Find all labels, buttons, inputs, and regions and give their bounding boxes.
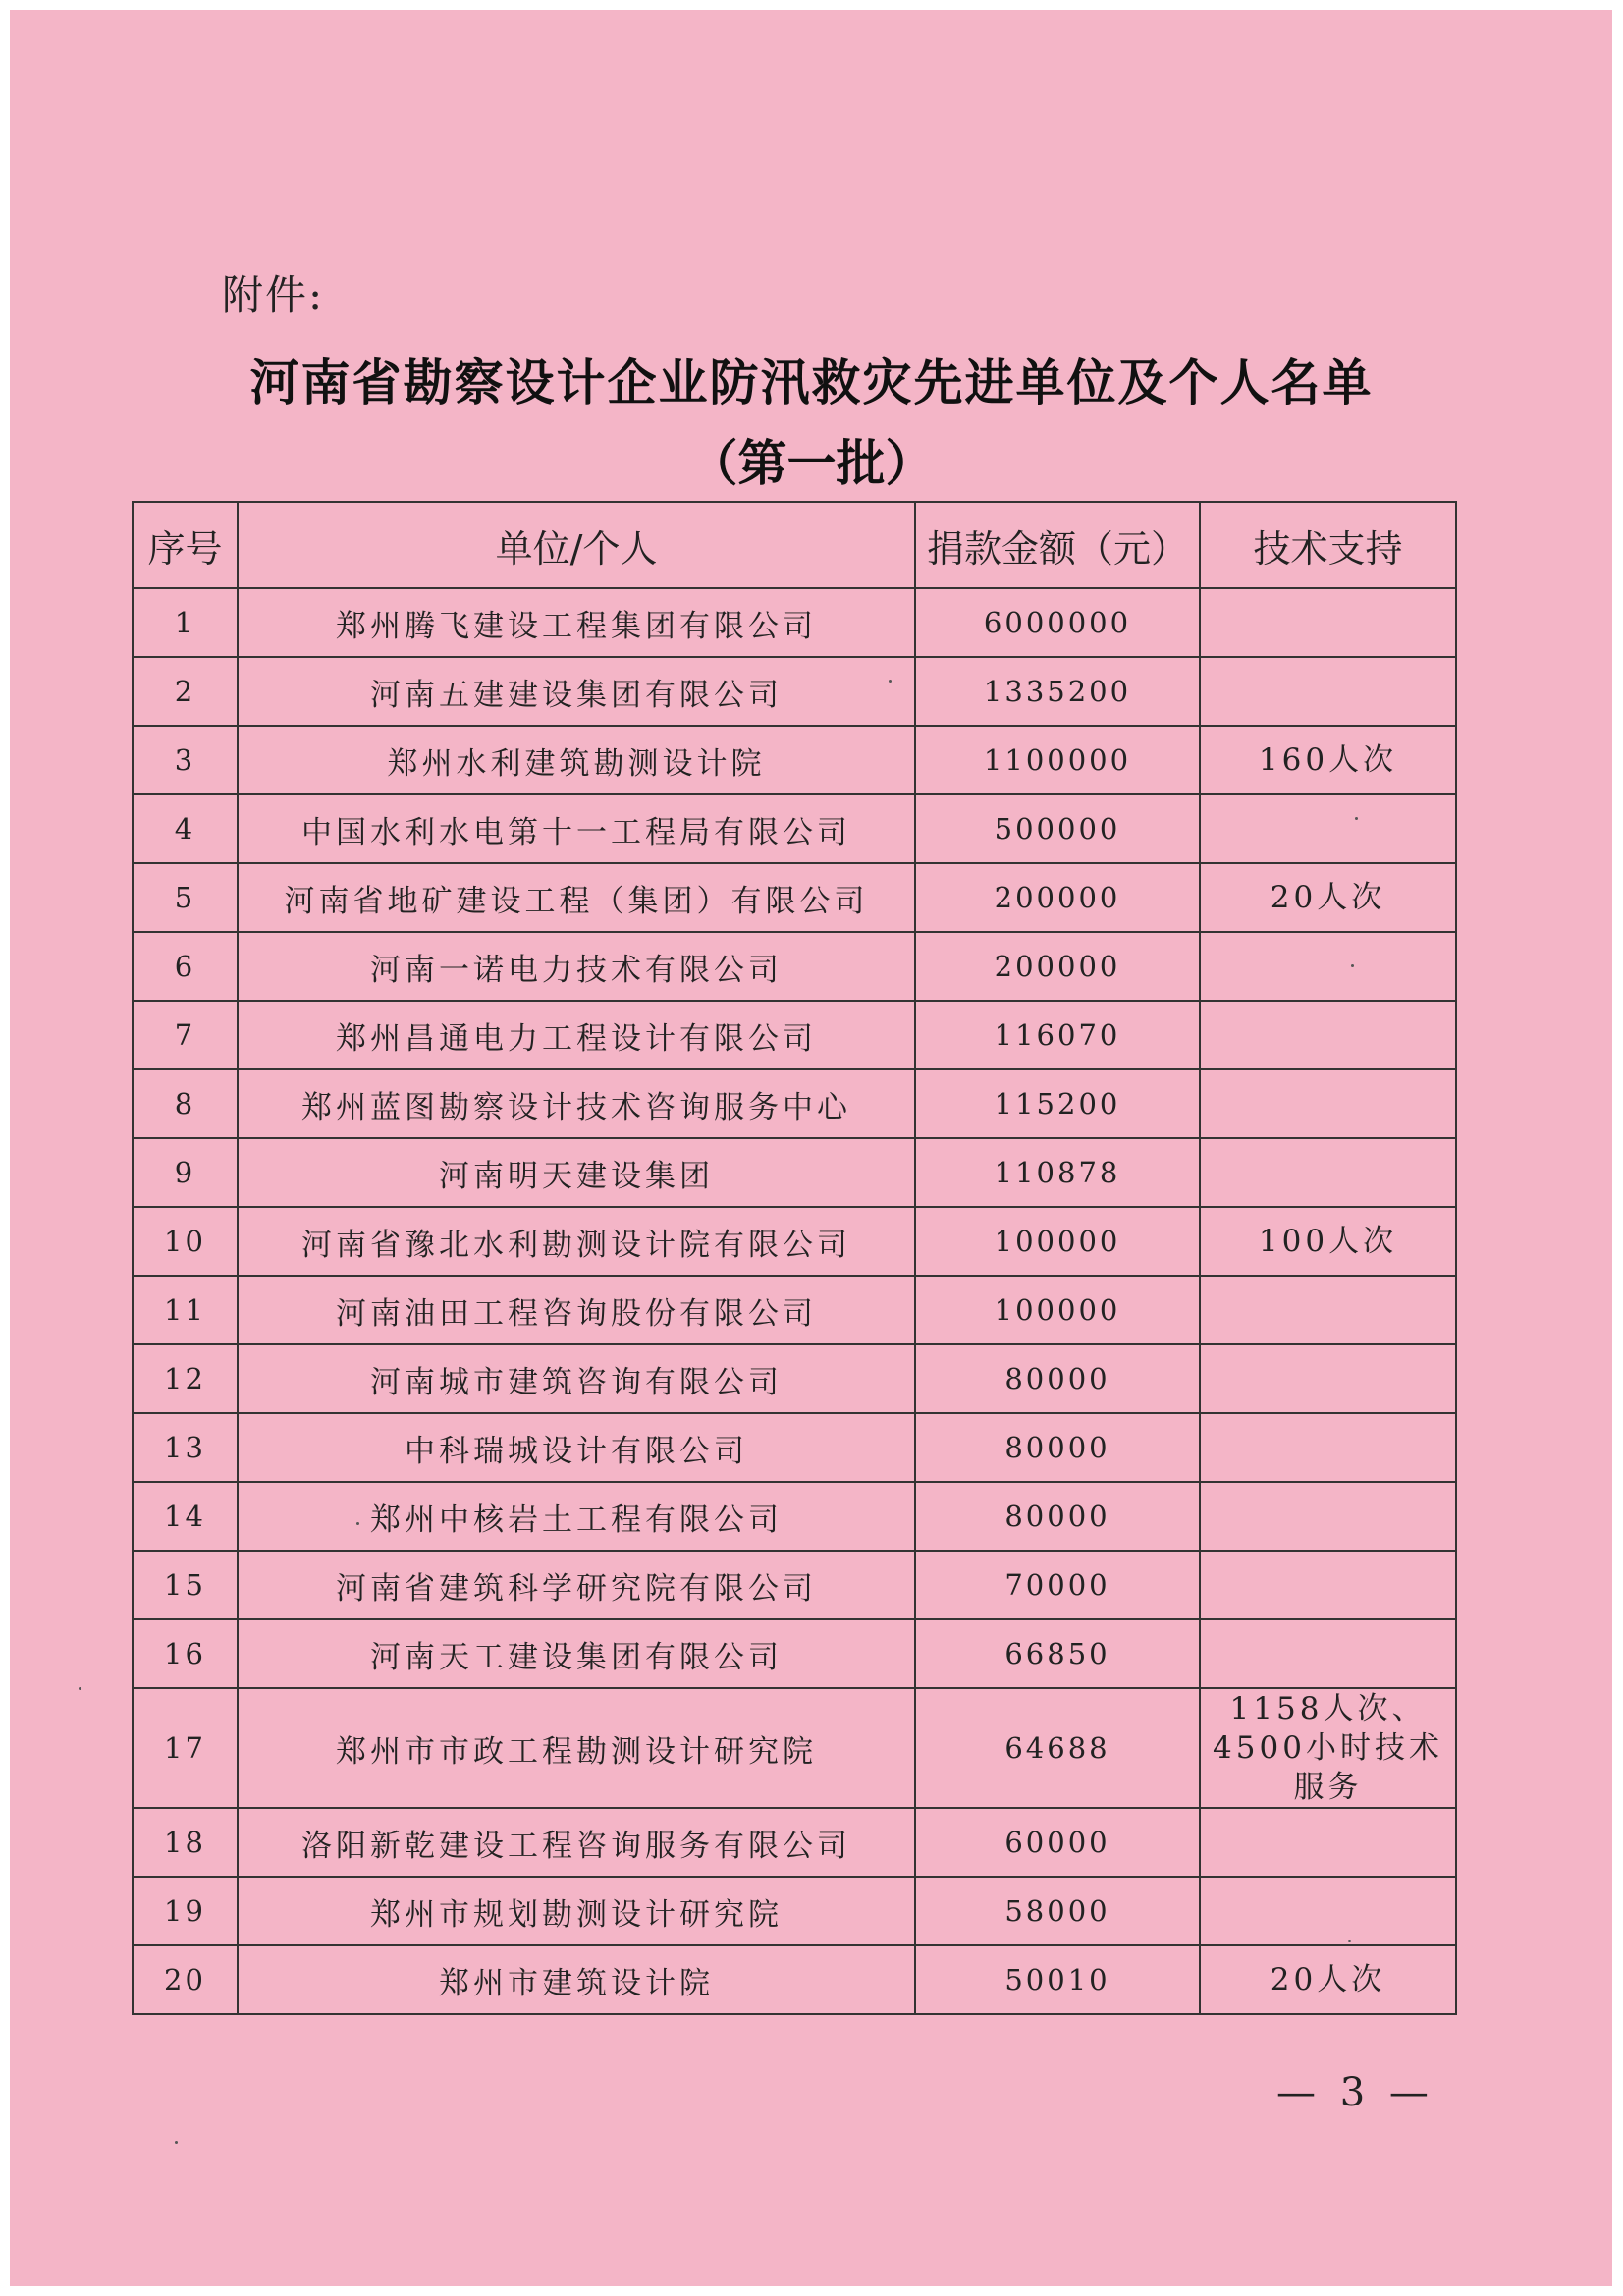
cell-support [1200,794,1456,863]
cell-unit: 郑州腾飞建设工程集团有限公司 [238,588,915,657]
table-row [133,1482,1456,1551]
scan-speck [889,680,892,683]
cell-index: 4 [133,794,238,863]
cell-unit: 河南明天建设集团 [238,1138,915,1207]
table-row [133,1619,1456,1688]
cell-donation: 60000 [915,1808,1200,1877]
cell-support [1200,1276,1456,1344]
cell-support: 160人次 [1200,726,1456,794]
cell-index: 6 [133,932,238,1001]
cell-index: 10 [133,1207,238,1276]
cell-donation: 64688 [915,1688,1200,1808]
cell-unit: 郑州中核岩土工程有限公司 [238,1482,915,1551]
cell-donation: 200000 [915,932,1200,1001]
cell-unit: 河南省地矿建设工程（集团）有限公司 [238,863,915,932]
cell-support: 20人次 [1200,863,1456,932]
scan-speck [79,1687,81,1690]
cell-donation: 500000 [915,794,1200,863]
cell-support [1200,1482,1456,1551]
cell-donation: 58000 [915,1877,1200,1945]
cell-donation: 100000 [915,1276,1200,1344]
header-donation: 捐款金额（元） [915,502,1200,588]
cell-donation: 116070 [915,1001,1200,1069]
table-row [133,1276,1456,1344]
cell-unit: 郑州水利建筑勘测设计院 [238,726,915,794]
cell-donation: 80000 [915,1344,1200,1413]
cell-index: 2 [133,657,238,726]
cell-donation: 1335200 [915,657,1200,726]
cell-donation: 80000 [915,1413,1200,1482]
cell-unit: 郑州蓝图勘察设计技术咨询服务中心 [238,1069,915,1138]
document-subtitle: （第一批） [688,434,935,492]
cell-support [1200,588,1456,657]
cell-index: 1 [133,588,238,657]
cell-donation: 50010 [915,1945,1200,2014]
cell-unit: 中国水利水电第十一工程局有限公司 [238,794,915,863]
cell-unit: 郑州市市政工程勘测设计研究院 [238,1688,915,1808]
cell-unit: 郑州市建筑设计院 [238,1945,915,2014]
table-row [133,1551,1456,1619]
cell-index: 16 [133,1619,238,1688]
table-row [133,726,1456,794]
cell-unit: 郑州昌通电力工程设计有限公司 [238,1001,915,1069]
header-unit: 单位/个人 [238,502,915,588]
table-row [133,1207,1456,1276]
page-number: — 3 — [1276,2070,1434,2115]
header-index: 序号 [133,502,238,588]
table-row [133,1413,1456,1482]
scan-speck [1348,1940,1351,1942]
cell-support: 100人次 [1200,1207,1456,1276]
cell-unit: 中科瑞城设计有限公司 [238,1413,915,1482]
cell-index: 9 [133,1138,238,1207]
cell-index: 14 [133,1482,238,1551]
table-row [133,1138,1456,1207]
cell-support [1200,1808,1456,1877]
cell-support [1200,1619,1456,1688]
cell-support [1200,1069,1456,1138]
table-body [133,588,1456,2014]
header-support: 技术支持 [1200,502,1456,588]
cell-index: 3 [133,726,238,794]
cell-support [1200,1001,1456,1069]
cell-index: 11 [133,1276,238,1344]
attachment-label: 附件: [222,271,325,319]
scan-speck [175,2141,178,2144]
cell-support [1200,1551,1456,1619]
table-row [133,1877,1456,1945]
cell-support [1200,932,1456,1001]
honor-list-table [132,501,1457,2015]
cell-unit: 河南天工建设集团有限公司 [238,1619,915,1688]
cell-support [1200,1877,1456,1945]
cell-index: 15 [133,1551,238,1619]
table-row [133,794,1456,863]
cell-index: 7 [133,1001,238,1069]
table-row [133,588,1456,657]
document-title: 河南省勘察设计企业防汛救灾先进单位及个人名单 [249,354,1374,411]
cell-index: 8 [133,1069,238,1138]
scan-speck [1355,817,1358,820]
table-row [133,1344,1456,1413]
cell-index: 17 [133,1688,238,1808]
cell-unit: 河南一诺电力技术有限公司 [238,932,915,1001]
cell-index: 19 [133,1877,238,1945]
cell-donation: 70000 [915,1551,1200,1619]
cell-support [1200,1344,1456,1413]
table-row [133,657,1456,726]
cell-donation: 200000 [915,863,1200,932]
cell-unit: 洛阳新乾建设工程咨询服务有限公司 [238,1808,915,1877]
cell-donation: 1100000 [915,726,1200,794]
table-row [133,932,1456,1001]
cell-unit: 郑州市规划勘测设计研究院 [238,1877,915,1945]
cell-donation: 80000 [915,1482,1200,1551]
cell-index: 18 [133,1808,238,1877]
cell-donation: 110878 [915,1138,1200,1207]
cell-donation: 115200 [915,1069,1200,1138]
cell-unit: 河南省豫北水利勘测设计院有限公司 [238,1207,915,1276]
cell-donation: 66850 [915,1619,1200,1688]
cell-support [1200,1413,1456,1482]
table-row [133,1069,1456,1138]
table-row [133,1688,1456,1808]
table-row [133,1945,1456,2014]
cell-index: 13 [133,1413,238,1482]
table-row [133,863,1456,932]
cell-unit: 河南城市建筑咨询有限公司 [238,1344,915,1413]
cell-index: 5 [133,863,238,932]
cell-support: 20人次 [1200,1945,1456,2014]
cell-support [1200,657,1456,726]
cell-unit: 河南油田工程咨询股份有限公司 [238,1276,915,1344]
cell-unit: 河南五建建设集团有限公司 [238,657,915,726]
cell-donation: 6000000 [915,588,1200,657]
table-row [133,1808,1456,1877]
cell-index: 12 [133,1344,238,1413]
scan-speck [1351,964,1354,967]
cell-support [1200,1138,1456,1207]
cell-donation: 100000 [915,1207,1200,1276]
table-header-row [133,502,1456,588]
cell-index: 20 [133,1945,238,2014]
table-row [133,1001,1456,1069]
cell-unit: 河南省建筑科学研究院有限公司 [238,1551,915,1619]
cell-support: 1158人次、4500小时技术服务 [1200,1688,1456,1808]
scan-speck [356,1522,359,1525]
